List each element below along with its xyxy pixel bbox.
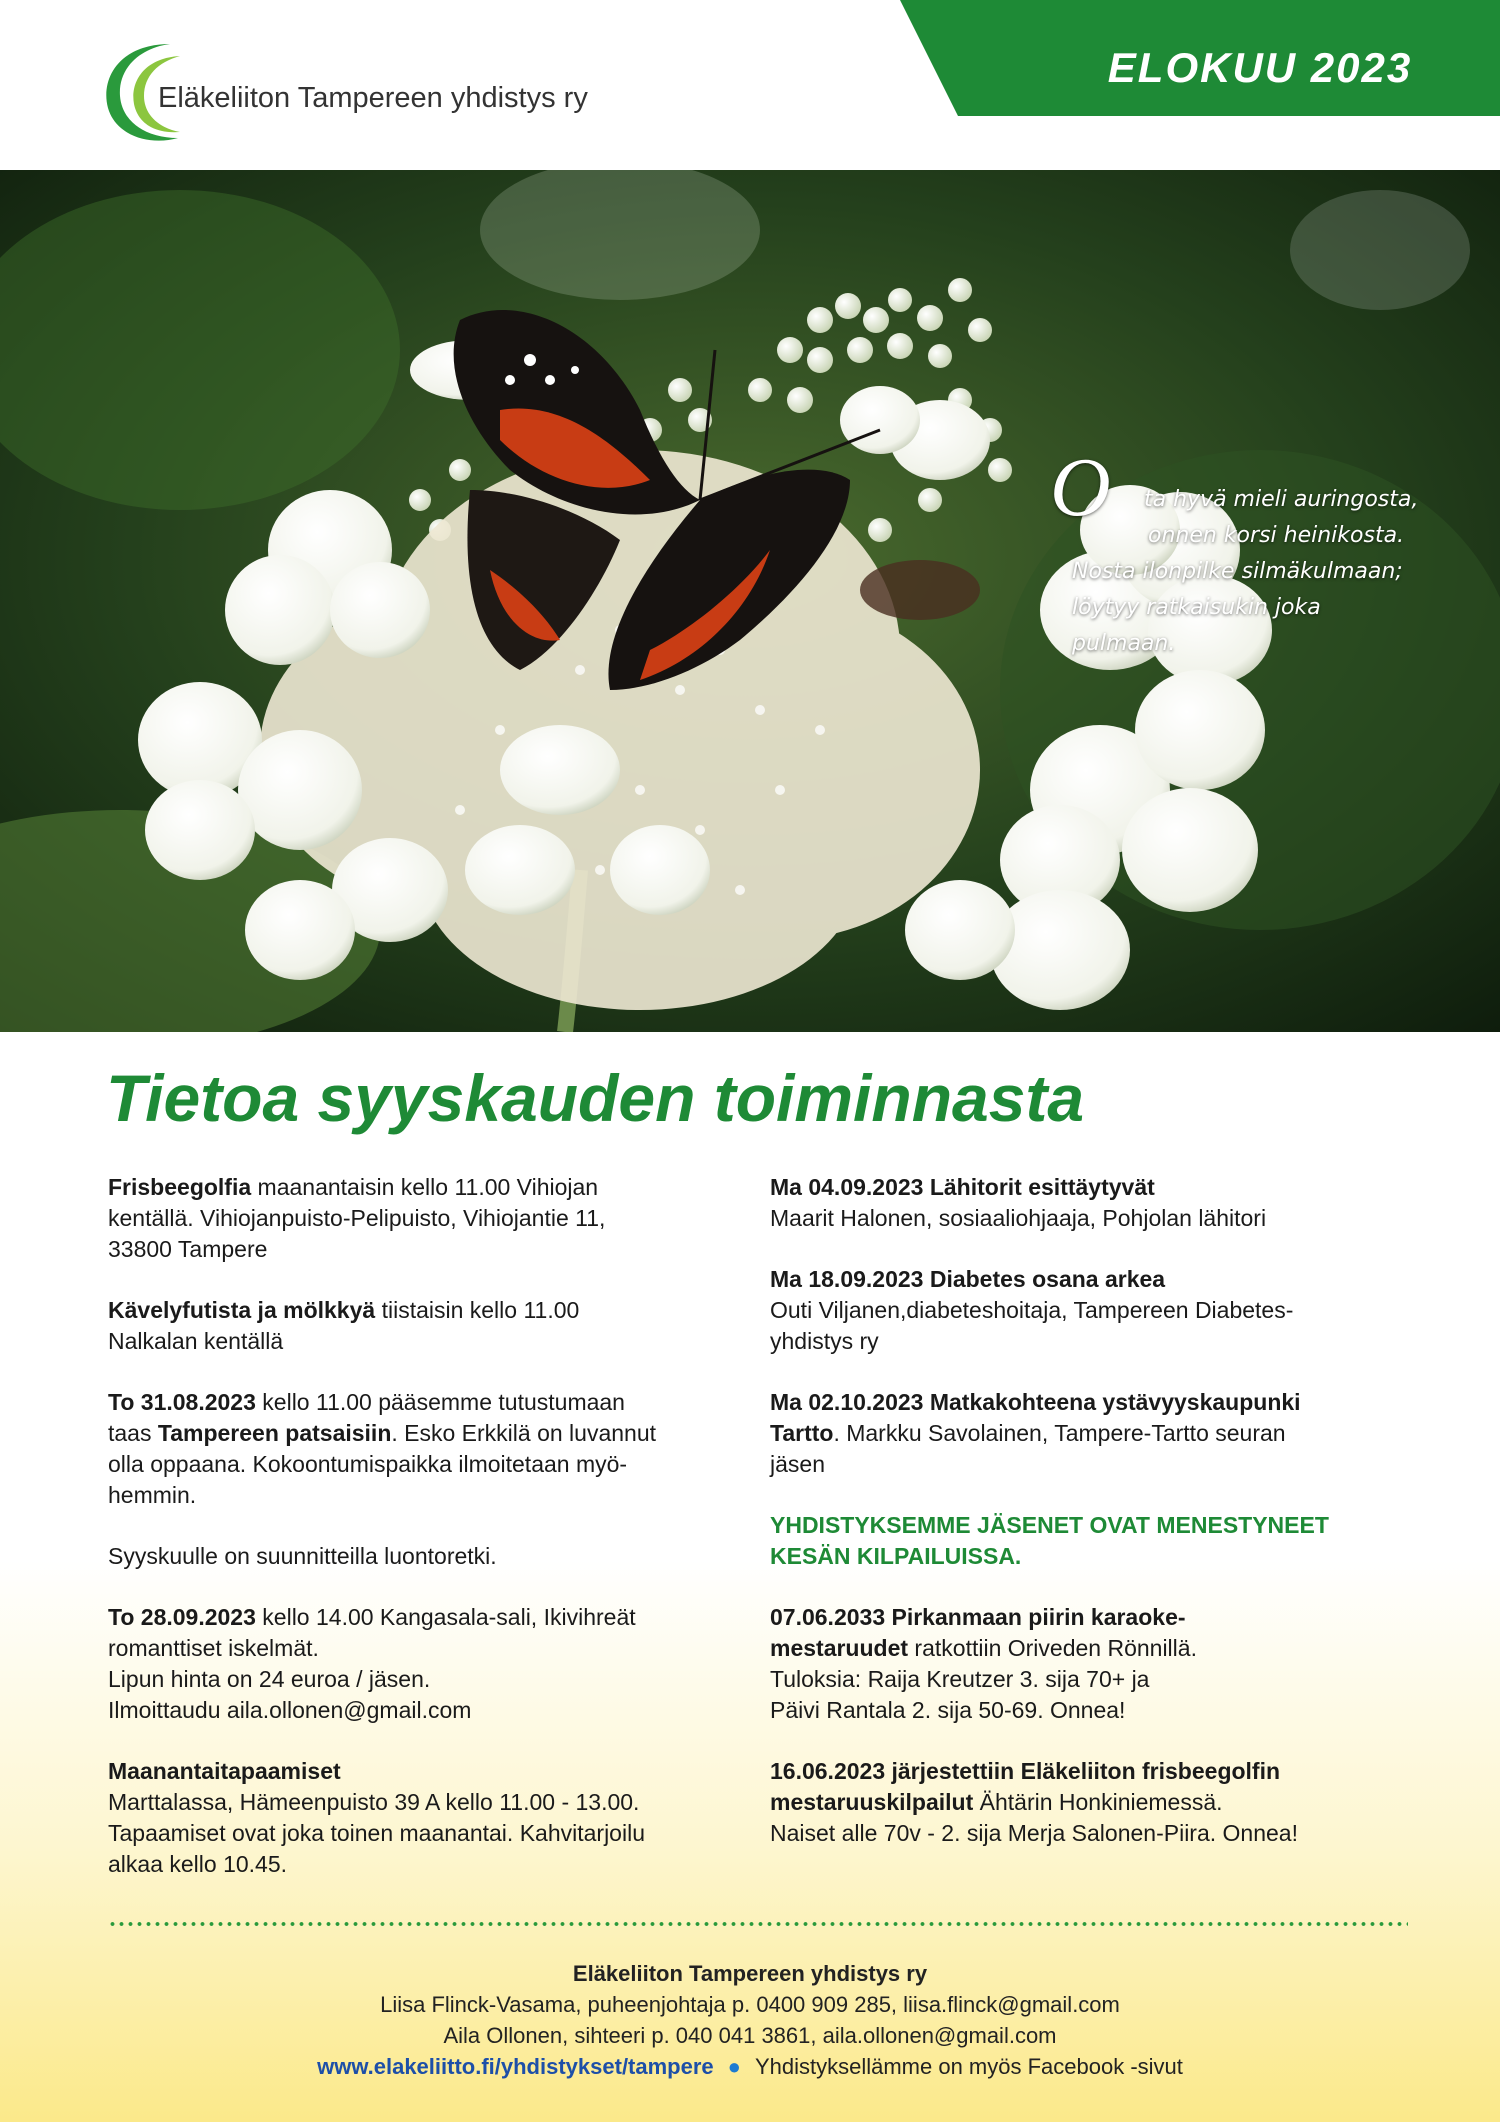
poem [1050, 441, 1452, 662]
event-text: tiistaisin kello 11.00 [375, 1297, 580, 1323]
logo-text: Eläkeliiton Tampereen yhdistys ry [158, 82, 588, 114]
event-text: yhdistys ry [770, 1328, 879, 1354]
event-nature-trip [108, 1541, 748, 1572]
event-title: Ma 04.09.2023 Lähitorit esittäytyvät [770, 1174, 1155, 1200]
event-text: . Esko Erkkilä on luvannut [391, 1420, 657, 1446]
event-text: maanantaisin kello 11.00 Vihiojan [251, 1174, 599, 1200]
event-kangasala-concert [108, 1602, 748, 1726]
event-title: Frisbeegolfia [108, 1174, 252, 1200]
website-link[interactable]: www.elakeliitto.fi/yhdistykset/tampere [317, 2054, 714, 2079]
event-text: taas [108, 1420, 158, 1446]
footer-contact-chair: Liisa Flinck-Vasama, puheenjohtaja p. 0400 909 285, liisa.flinck@gmail.com [380, 1992, 1120, 2017]
event-title: Kävelyfutista ja mölkkyä [108, 1297, 376, 1323]
event-title: Maanantaitapaamiset [108, 1758, 341, 1784]
poem-initial: O [1050, 441, 1111, 534]
dotted-divider [108, 1922, 1408, 1926]
event-text: Päivi Rantala 2. sija 50-69. Onnea! [770, 1697, 1126, 1723]
event-highlight: Tartto [770, 1420, 834, 1446]
announcement-text: YHDISTYKSEMME JÄSENET OVAT MENESTYNEET [770, 1512, 1329, 1538]
event-text: alkaa kello 10.45. [108, 1851, 288, 1877]
event-diabetes [770, 1264, 1410, 1357]
event-text: Ilmoittaudu aila.ollonen@gmail.com [108, 1697, 472, 1723]
event-text: olla oppaana. Kokoontumispaikka ilmoitetaan myö- [108, 1451, 628, 1477]
event-lahitorit [770, 1172, 1410, 1234]
event-text: Marttalassa, Hämeenpuisto 39 A kello 11.00 - 13.00. [108, 1789, 640, 1815]
poem-line: ta hyvä mieli auringosta, [1144, 487, 1419, 512]
event-statues-tour [108, 1387, 748, 1511]
event-text: Syyskuulle on suunnitteilla luontoretki. [108, 1543, 497, 1569]
event-highlight: mestaruuskilpailut [770, 1789, 974, 1815]
footer-contact-secretary: Aila Ollonen, sihteeri p. 040 041 3861, aila.ollonen@gmail.com [443, 2023, 1057, 2048]
event-text: Lipun hinta on 24 euroa / jäsen. [108, 1666, 431, 1692]
event-tartto [770, 1387, 1410, 1480]
result-frisbeegolf [770, 1756, 1410, 1849]
poem-line: löytyy ratkaisukin joka [1072, 595, 1321, 620]
footer-org-name: Eläkeliiton Tampereen yhdistys ry [572, 1961, 928, 1986]
event-text: 33800 Tampere [108, 1236, 268, 1262]
event-text: hemmin. [108, 1482, 197, 1508]
event-text: Nalkalan kentällä [108, 1328, 284, 1354]
page-header [0, 0, 1500, 170]
page-heading: Tietoa syyskauden toiminnasta [106, 1061, 1085, 1135]
poem-line: onnen korsi heinikosta. [1148, 523, 1405, 548]
competition-announcement [770, 1510, 1410, 1572]
event-walking-football [108, 1295, 748, 1357]
event-text: Naiset alle 70v - 2. sija Merja Salonen-Piira. Onnea! [770, 1820, 1298, 1846]
right-column [770, 1172, 1410, 1879]
event-title: To 31.08.2023 [108, 1389, 256, 1415]
facebook-note: Yhdistyksellämme on myös Facebook -sivut [754, 2054, 1183, 2079]
event-text: Ähtärin Honkiniemessä. [973, 1789, 1223, 1815]
event-text: kello 14.00 Kangasala-sali, Ikivihreät [255, 1604, 636, 1630]
event-text: Tapaamiset ovat joka toinen maanantai. Kahvitarjoilu [108, 1820, 645, 1846]
event-text: kello 11.00 pääsemme tutustumaan [255, 1389, 625, 1415]
event-title: To 28.09.2023 [108, 1604, 256, 1630]
event-title: Ma 18.09.2023 Diabetes osana arkea [770, 1266, 1166, 1292]
bullet-icon: ● [727, 2054, 741, 2079]
event-text: . Markku Savolainen, Tampere-Tartto seuran [833, 1420, 1286, 1446]
event-title: 16.06.2023 järjestettiin Eläkeliiton frisbeegolfin [770, 1758, 1281, 1784]
event-highlight: mestaruudet [770, 1635, 909, 1661]
event-monday-meetings [108, 1756, 748, 1880]
month-title: ELOKUU 2023 [1107, 44, 1413, 91]
left-column [108, 1172, 748, 1910]
event-text: Tuloksia: Raija Kreutzer 3. sija 70+ ja [770, 1666, 1150, 1692]
event-title: 07.06.2033 Pirkanmaan piirin karaoke- [770, 1604, 1186, 1630]
event-text: jäsen [770, 1451, 825, 1477]
announcement-text: KESÄN KILPAILUISSA. [770, 1543, 1022, 1569]
event-frisbeegolf [108, 1172, 748, 1265]
event-text: romanttiset iskelmät. [108, 1635, 319, 1661]
result-karaoke [770, 1602, 1410, 1726]
event-text: kentällä. Vihiojanpuisto-Pelipuisto, Vihiojantie 11, [108, 1205, 606, 1231]
event-highlight: Tampereen patsaisiin [157, 1420, 392, 1446]
poem-line: Nosta ilonpilke silmäkulmaan; [1072, 559, 1403, 584]
footer [0, 1958, 1500, 2082]
event-text: ratkottiin Oriveden Rönnillä. [908, 1635, 1197, 1661]
butterfly-flower-photo [0, 170, 1500, 1032]
event-text: Maarit Halonen, sosiaaliohjaaja, Pohjolan lähitori [770, 1205, 1267, 1231]
poem-line: pulmaan. [1072, 631, 1176, 656]
organization-logo [100, 38, 620, 148]
event-text: Outi Viljanen,diabeteshoitaja, Tampereen Diabetes- [770, 1297, 1294, 1323]
event-title: Ma 02.10.2023 Matkakohteena ystävyyskaupunki [770, 1389, 1301, 1415]
